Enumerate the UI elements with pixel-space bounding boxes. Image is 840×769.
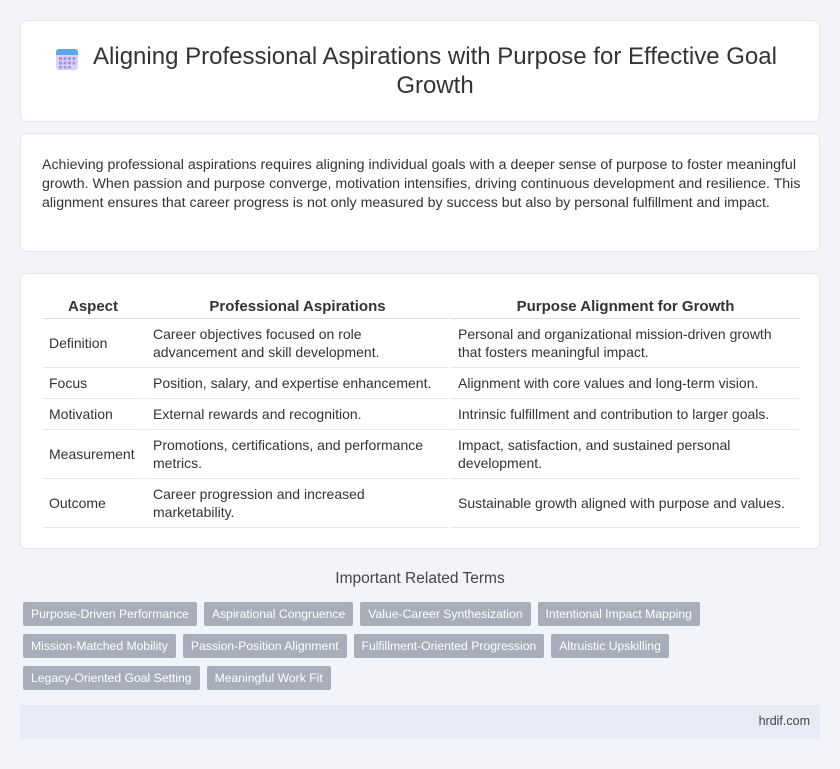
intro-paragraph: Achieving professional aspirations requires aligning individual goals with a deeper sense of purpose to foster meaningful growth. When passion and purpose converge, motivation intensifies, driving continuous development and resilience. This alignment ensures that career progress is not only measured by success but also by personal fulfillment and impact. bbox=[42, 157, 801, 212]
tag-row bbox=[23, 602, 823, 626]
table-row bbox=[43, 430, 799, 479]
table-cell: Sustainable growth aligned with purpose and values. bbox=[448, 479, 799, 528]
table-cell: Promotions, certifications, and performance metrics. bbox=[143, 430, 448, 479]
related-term-tag[interactable]: Value-Career Synthesization bbox=[360, 602, 530, 626]
column-header-aspect: Aspect bbox=[43, 294, 143, 319]
related-terms-heading: Important Related Terms bbox=[335, 570, 505, 587]
related-term-tag[interactable]: Legacy-Oriented Goal Setting bbox=[23, 666, 200, 690]
table-cell: Career progression and increased marketability. bbox=[143, 479, 448, 528]
related-term-tag[interactable]: Purpose-Driven Performance bbox=[23, 602, 197, 626]
footer bbox=[20, 705, 820, 738]
table-cell: Personal and organizational mission-driven growth that fosters meaningful impact. bbox=[448, 319, 799, 368]
table-row bbox=[43, 479, 799, 528]
related-terms-list bbox=[23, 602, 823, 698]
table-row bbox=[43, 399, 799, 430]
table-cell: Impact, satisfaction, and sustained personal development. bbox=[448, 430, 799, 479]
related-term-tag[interactable]: Aspirational Congruence bbox=[204, 602, 353, 626]
comparison-table bbox=[43, 294, 799, 528]
table-cell-aspect: Measurement bbox=[43, 430, 143, 479]
footer-site-link[interactable]: hrdif.com bbox=[758, 714, 810, 728]
table-cell-aspect: Focus bbox=[43, 368, 143, 399]
column-header-professional-aspirations: Professional Aspirations bbox=[143, 294, 448, 319]
header-card bbox=[20, 20, 820, 122]
related-term-tag[interactable]: Intentional Impact Mapping bbox=[538, 602, 700, 626]
intro-card bbox=[20, 133, 820, 252]
table-cell: Alignment with core values and long-term vision. bbox=[448, 368, 799, 399]
table-cell: Intrinsic fulfillment and contribution to larger goals. bbox=[448, 399, 799, 430]
related-term-tag[interactable]: Passion-Position Alignment bbox=[183, 634, 347, 658]
column-header-purpose-alignment: Purpose Alignment for Growth bbox=[448, 294, 799, 319]
table-cell-aspect: Motivation bbox=[43, 399, 143, 430]
related-term-tag[interactable]: Meaningful Work Fit bbox=[207, 666, 331, 690]
related-term-tag[interactable]: Altruistic Upskilling bbox=[551, 634, 669, 658]
page-title: Aligning Professional Aspirations with Purpose for Effective Goal Growth bbox=[93, 43, 777, 99]
table-cell: External rewards and recognition. bbox=[143, 399, 448, 430]
related-term-tag[interactable]: Fulfillment-Oriented Progression bbox=[354, 634, 545, 658]
table-cell-aspect: Definition bbox=[43, 319, 143, 368]
table-cell: Position, salary, and expertise enhancement. bbox=[143, 368, 448, 399]
table-row bbox=[43, 319, 799, 368]
related-term-tag[interactable]: Mission-Matched Mobility bbox=[23, 634, 176, 658]
table-header-row bbox=[43, 294, 799, 319]
table-cell: Career objectives focused on role advancement and skill development. bbox=[143, 319, 448, 368]
comparison-table-card bbox=[20, 273, 820, 549]
table-row bbox=[43, 368, 799, 399]
tag-row bbox=[23, 634, 823, 658]
table-cell-aspect: Outcome bbox=[43, 479, 143, 528]
tag-row bbox=[23, 666, 823, 690]
